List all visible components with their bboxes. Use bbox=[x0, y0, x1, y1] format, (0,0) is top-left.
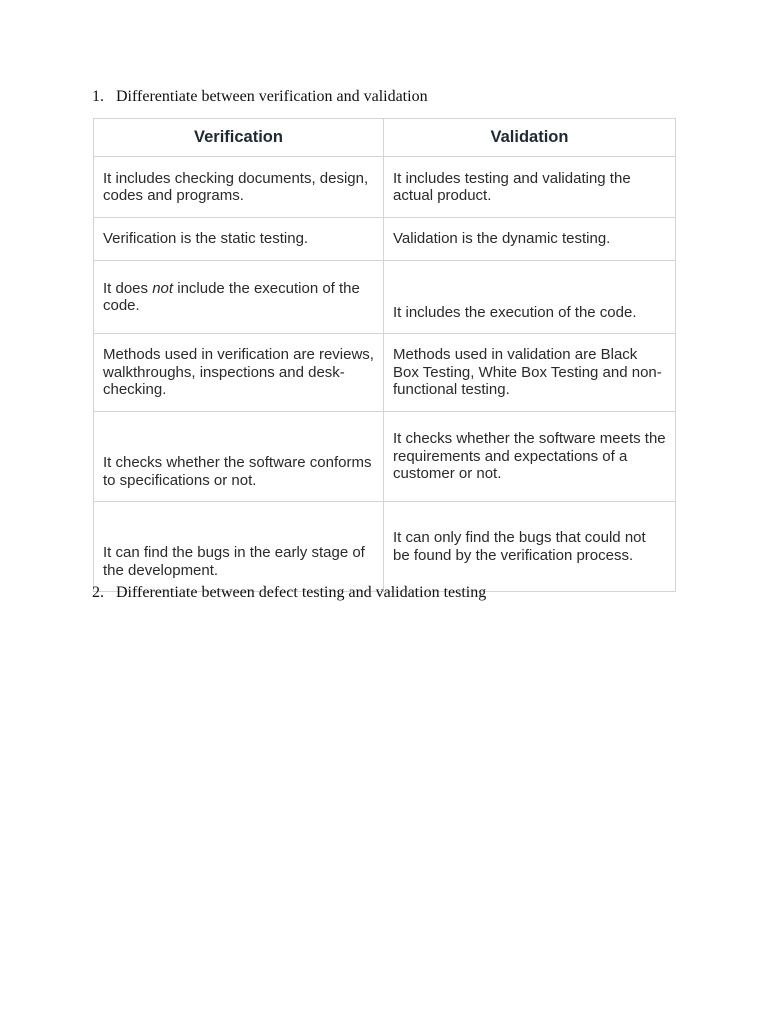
verification-cell: It includes checking documents, design, codes and programs. bbox=[94, 157, 384, 218]
comparison-table bbox=[93, 118, 676, 592]
validation-cell: Methods used in validation are Black Box Testing, White Box Testing and non-functional testing. bbox=[384, 334, 676, 412]
verification-cell bbox=[94, 261, 384, 334]
header-verification: Verification bbox=[94, 119, 384, 157]
table-row bbox=[94, 218, 676, 261]
table-row bbox=[94, 334, 676, 412]
verification-cell: It can find the bugs in the early stage of the development. bbox=[94, 502, 384, 592]
header-validation: Validation bbox=[384, 119, 676, 157]
validation-cell: Validation is the dynamic testing. bbox=[384, 218, 676, 261]
table-row bbox=[94, 261, 676, 334]
table-header-row bbox=[94, 119, 676, 157]
verification-cell: Verification is the static testing. bbox=[94, 218, 384, 261]
validation-cell: It includes the execution of the code. bbox=[384, 261, 676, 334]
validation-cell: It checks whether the software meets the requirements and expectations of a customer or not. bbox=[384, 412, 676, 502]
cell-text-after: include the execution of the code. bbox=[103, 279, 360, 314]
table-row bbox=[94, 502, 676, 592]
validation-cell: It includes testing and validating the actual product. bbox=[384, 157, 676, 218]
question-1-text: Differentiate between verification and validation bbox=[116, 88, 428, 105]
question-2 bbox=[92, 584, 486, 602]
cell-text-emphasis: not bbox=[152, 279, 174, 297]
verification-cell: Methods used in verification are reviews, walkthroughs, inspections and desk-checking. bbox=[94, 334, 384, 412]
question-1-number: 1. bbox=[92, 88, 104, 105]
question-2-number: 2. bbox=[92, 584, 104, 601]
verification-cell: It checks whether the software conforms to specifications or not. bbox=[94, 412, 384, 502]
table-row bbox=[94, 157, 676, 218]
question-1 bbox=[92, 88, 428, 106]
table-row bbox=[94, 412, 676, 502]
question-2-text: Differentiate between defect testing and validation testing bbox=[116, 584, 487, 601]
validation-cell: It can only find the bugs that could not be found by the verification process. bbox=[384, 502, 676, 592]
cell-text-before: It does bbox=[103, 279, 153, 297]
